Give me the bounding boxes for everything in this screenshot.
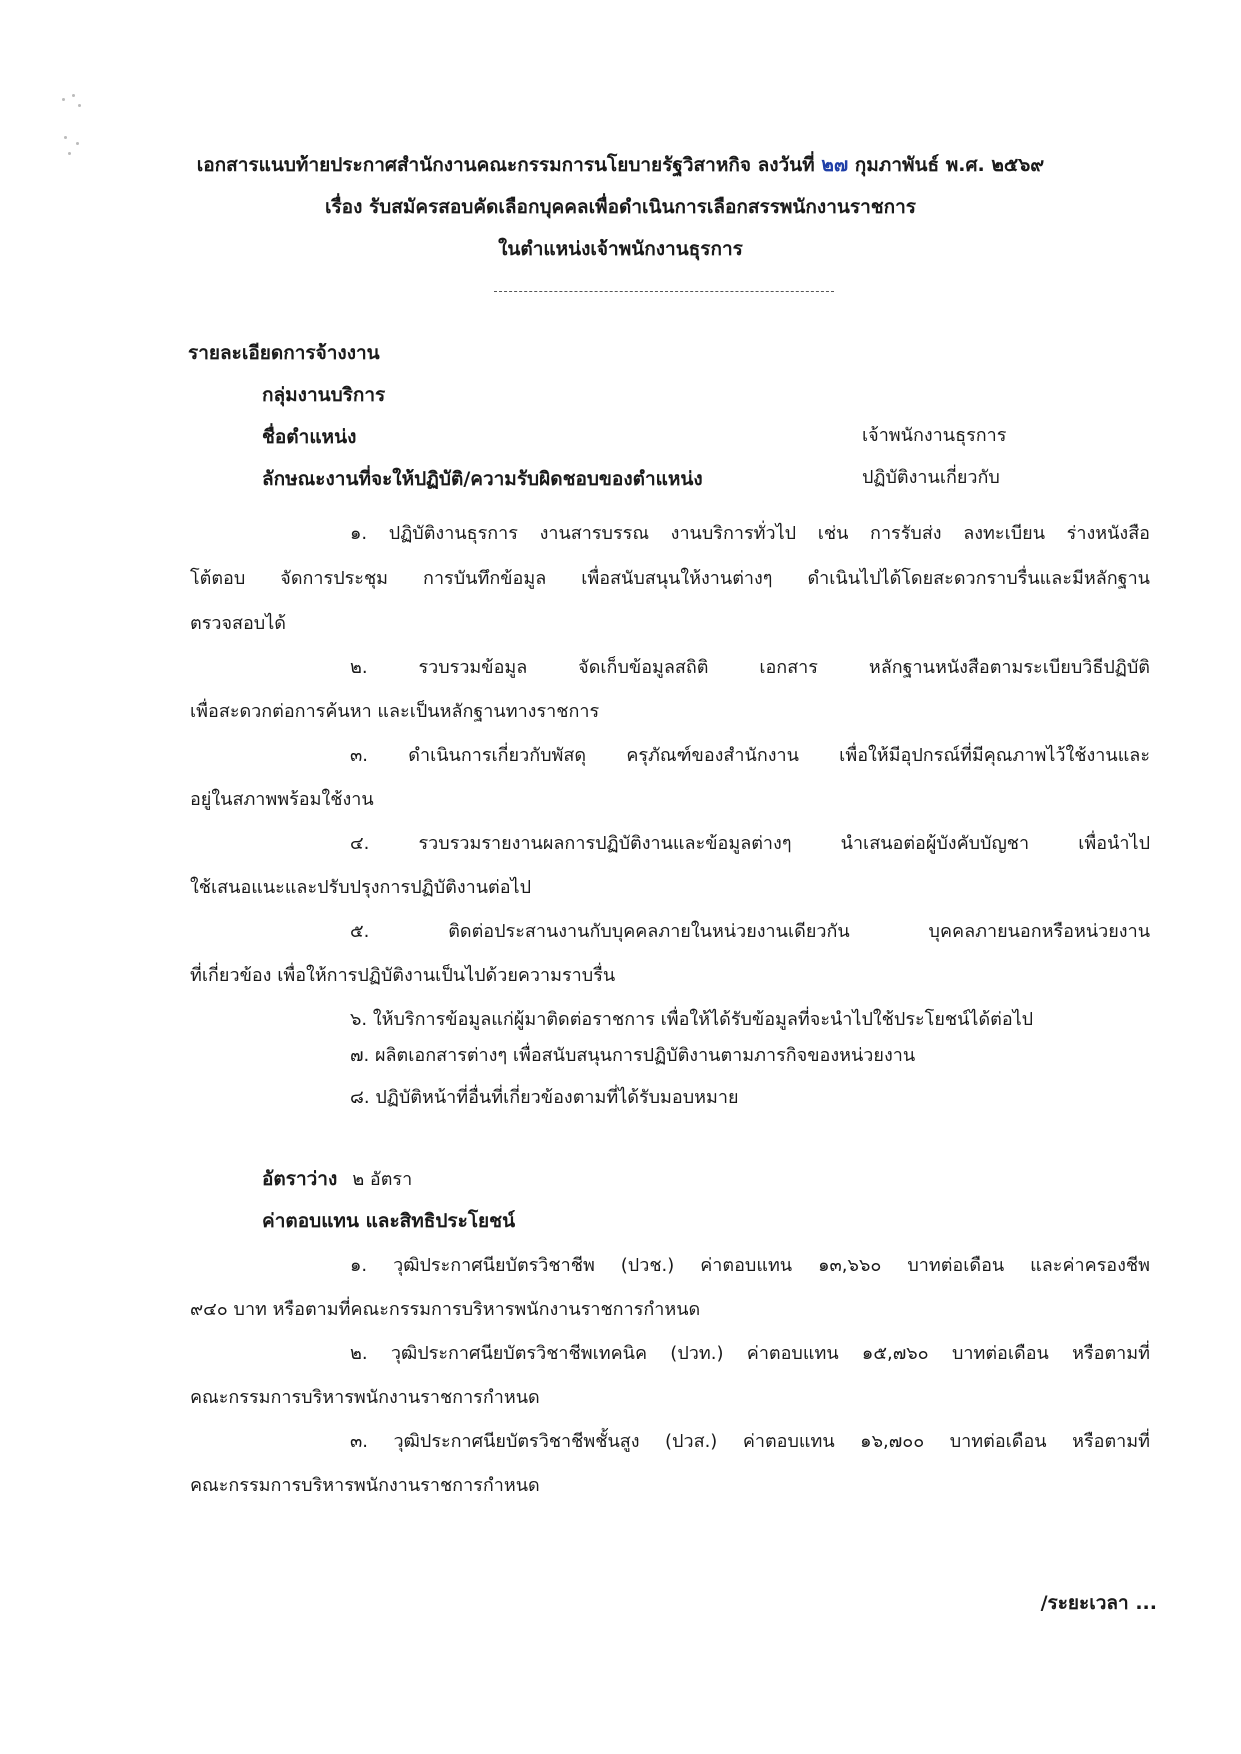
duty-7: ๗. ผลิตเอกสารต่างๆ เพื่อสนับสนุนการปฏิบัติงานตามภารกิจของหน่วยงาน bbox=[350, 1045, 916, 1066]
duty-4-line-2: ใช้เสนอแนะและปรับปรุงการปฏิบัติงานต่อไป bbox=[190, 877, 532, 898]
header-line-1-prefix: เอกสารแนบท้ายประกาศสำนักงานคณะกรรมการนโยบายรัฐวิสาหกิจ ลงวันที่ bbox=[196, 154, 815, 176]
position-value: เจ้าพนักงานธุรการ bbox=[862, 425, 1007, 446]
duty-5-line-2: ที่เกี่ยวข้อง เพื่อให้การปฏิบัติงานเป็นไปด้วยความราบรื่น bbox=[190, 965, 616, 986]
compensation-2-line-2: คณะกรรมการบริหารพนักงานราชการกำหนด bbox=[190, 1387, 540, 1408]
header-line-1 bbox=[0, 150, 1241, 180]
duty-1-line-2: โต้ตอบ จัดการประชุม การบันทึกข้อมูล เพื่อสนับสนุนให้งานต่างๆ ดำเนินไปได้โดยสะดวกราบรื่นและมีหลักฐาน bbox=[190, 568, 1150, 589]
duty-1-line-1: ๑. ปฏิบัติงานธุรการ งานสารบรรณ งานบริการทั่วไป เช่น การรับส่ง ลงทะเบียน ร่างหนังสือ bbox=[350, 523, 1150, 544]
duty-8: ๘. ปฏิบัติหน้าที่อื่นที่เกี่ยวข้องตามที่ได้รับมอบหมาย bbox=[350, 1087, 739, 1108]
duties-value: ปฏิบัติงานเกี่ยวกับ bbox=[862, 467, 1000, 488]
compensation-1-line-2: ๙๔๐ บาท หรือตามที่คณะกรรมการบริหารพนักงานราชการกำหนด bbox=[190, 1299, 701, 1320]
header-separator bbox=[494, 291, 834, 292]
duty-1-line-3: ตรวจสอบได้ bbox=[190, 613, 286, 634]
compensation-2-line-1: ๒. วุฒิประกาศนียบัตรวิชาชีพเทคนิค (ปวท.) ค่าตอบแทน ๑๕,๗๖๐ บาทต่อเดือน หรือตามที่ bbox=[350, 1343, 1150, 1364]
duty-3-line-1: ๓. ดำเนินการเกี่ยวกับพัสดุ ครุภัณฑ์ของสำนักงาน เพื่อให้มีอุปกรณ์ที่มีคุณภาพไว้ใช้งานและ bbox=[350, 745, 1150, 766]
duty-5-line-1: ๕. ติดต่อประสานงานกับบุคคลภายในหน่วยงานเดียวกัน บุคคลภายนอกหรือหน่วยงาน bbox=[350, 921, 1150, 942]
duty-6: ๖. ให้บริการข้อมูลแก่ผู้มาติดต่อราชการ เพื่อให้ได้รับข้อมูลที่จะนำไปใช้ประโยชน์ได้ต่อไป bbox=[350, 1009, 1034, 1030]
vacancy-value: ๒ อัตรา bbox=[352, 1169, 413, 1190]
duty-4-line-1: ๔. รวบรวมรายงานผลการปฏิบัติงานและข้อมูลต่างๆ นำเสนอต่อผู้บังคับบัญชา เพื่อนำไป bbox=[350, 833, 1150, 854]
vacancy bbox=[262, 1164, 412, 1194]
compensation-3-line-1: ๓. วุฒิประกาศนียบัตรวิชาชีพชั้นสูง (ปวส.) ค่าตอบแทน ๑๖,๗๐๐ บาทต่อเดือน หรือตามที่ bbox=[350, 1431, 1150, 1452]
compensation-3-line-2: คณะกรรมการบริหารพนักงานราชการกำหนด bbox=[190, 1475, 540, 1496]
position-label: ชื่อตำแหน่ง bbox=[262, 426, 357, 448]
vacancy-label: อัตราว่าง bbox=[262, 1168, 338, 1190]
duty-2-line-2: เพื่อสะดวกต่อการค้นหา และเป็นหลักฐานทางราชการ bbox=[190, 701, 600, 722]
duties-label: ลักษณะงานที่จะให้ปฏิบัติ/ความรับผิดชอบของตำแหน่ง bbox=[262, 468, 703, 490]
header-line-3: ในตำแหน่งเจ้าพนักงานธุรการ bbox=[498, 238, 743, 260]
duty-2-line-1: ๒. รวบรวมข้อมูล จัดเก็บข้อมูลสถิติ เอกสาร หลักฐานหนังสือตามระเบียบวิธีปฏิบัติ bbox=[350, 657, 1150, 678]
compensation-1-line-1: ๑. วุฒิประกาศนียบัตรวิชาชีพ (ปวช.) ค่าตอบแทน ๑๓,๖๖๐ บาทต่อเดือน และค่าครองชีพ bbox=[350, 1255, 1150, 1276]
continuation-note: /ระยะเวลา ... bbox=[1040, 1592, 1157, 1614]
header-date-day: ๒๗ bbox=[821, 154, 849, 176]
group-label: กลุ่มงานบริการ bbox=[262, 384, 386, 406]
compensation-heading: ค่าตอบแทน และสิทธิประโยชน์ bbox=[262, 1210, 516, 1232]
details-heading: รายละเอียดการจ้างงาน bbox=[188, 342, 380, 364]
header-line-2: เรื่อง รับสมัครสอบคัดเลือกบุคคลเพื่อดำเนินการเลือกสรรพนักงานราชการ bbox=[324, 196, 917, 218]
duty-3-line-2: อยู่ในสภาพพร้อมใช้งาน bbox=[190, 789, 374, 810]
header-line-1-suffix: กุมภาพันธ์ พ.ศ. ๒๕๖๙ bbox=[854, 154, 1045, 176]
